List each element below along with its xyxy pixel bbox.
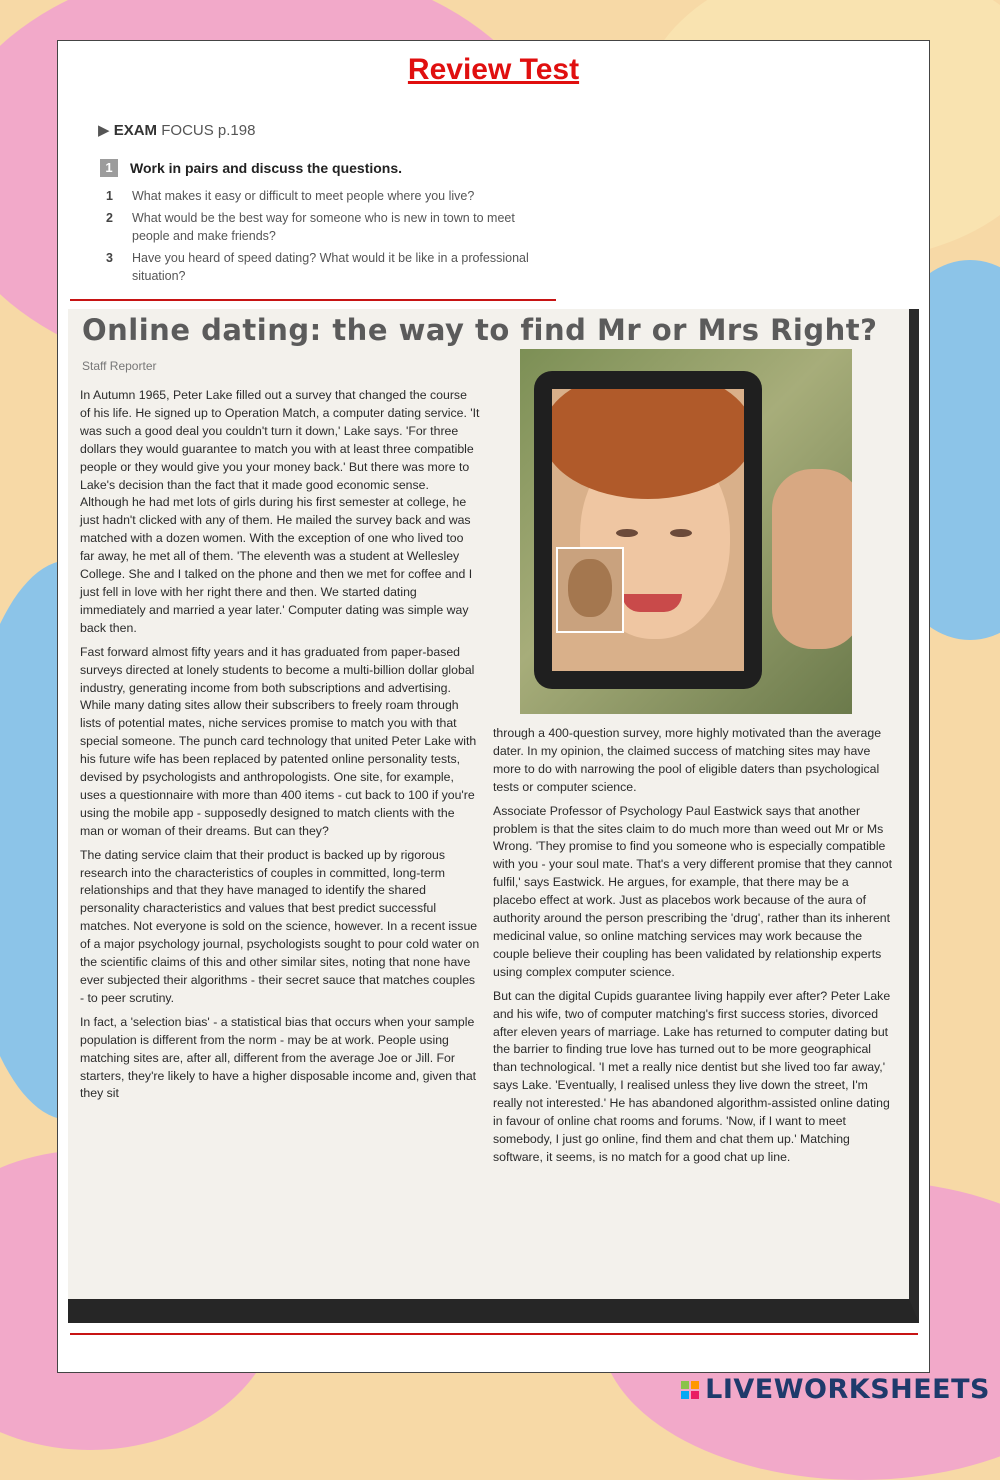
question-number: 1	[106, 189, 113, 203]
hand	[772, 469, 852, 649]
article-paragraph: In Autumn 1965, Peter Lake filled out a survey that changed the course of his life. He signed up to Operation Match, a computer dating service. 'It was such a good deal you couldn't turn it down,' Lake says. 'For three dollars they would guarantee to match you with at least three compatible people or they would give you your money back.' But there was more to Lake's decision than the fact that it made good economic sense. Although he had met lots of girls during his first semester at college, he just hadn't clicked with any of them. He mailed the survey back and was matched with a dozen women. With the exception of one who lived too far away, he met all of them. 'The eleventh was a student at Wellesley College. She and I talked on the phone and then we met for coffee and I just fell in love with her right there and then. We started dating immediately and married a year later.' Computer dating was simple way back then.	[80, 388, 480, 635]
article-paragraph: through a 400-question survey, more highly motivated than the average dater. In my opinion, the claimed success of matching sites may have more to do with narrowing the pool of eligible daters than psychological tests or computer science.	[493, 726, 882, 794]
article-paragraph: But can the digital Cupids guarantee living happily ever after? Peter Lake and his wife, two of computer matching's first success stories, divorced after eleven years of marriage. Lake has returned to computer dating but the barrier to finding true love has turned out to be more geographical than technological. 'I met a really nice dentist but she lived too far away,' says Lake. 'Eventually, I realised unless they live down the street, I'm really not interested.' He has abandoned algorithm-assisted online dating in favour of online chat rooms and forums. 'Now, if I want to meet somebody, I just go online, find them and chat them up.' Matching software, it seems, is no match for a good chat up line.	[493, 988, 891, 1164]
article-paragraph: Fast forward almost fifty years and it has graduated from paper-based surveys directed at lonely students to become a multi-billion dollar global industry, generating income from both subscriptions and advertising. While many dating sites allow their subscribers to freely roam through lists of potential mates, niche services promise to match you with that special someone. The punch card technology that united Peter Lake with his future wife has been replaced by patented online personality tests, devised by psychologists and anthropologists. One site, for example, uses a questionnaire with more than 400 items - cut back to 100 if you're using the mobile app - supposedly designed to match clients with the man or woman of their dreams. But can they?	[80, 644, 477, 838]
article-column-left	[80, 387, 480, 1109]
exam-focus-bold: EXAM	[113, 122, 158, 139]
divider-rule	[70, 299, 556, 301]
article-paragraph: Associate Professor of Psychology Paul Eastwick says that another problem is that the sites claim to do much more than weed out Mr or Ms Wrong. 'They promise to find you someone who is especially compatible with you - your soul mate. That's a very different promise that they cannot fulfil,' says Eastwick. He argues, for example, that there may be a placebo effect at work. Just as placebos work because of the aura of authority around the person prescribing the 'drug', rather than its inherent medicinal value, so online matching services may work because the couple believe their coupling has been validated by relationship experts using complex computer science.	[493, 803, 893, 979]
worksheet	[57, 40, 930, 1373]
article-scan	[68, 309, 919, 1323]
article-paragraph: In fact, a 'selection bias' - a statistical bias that occurs when your sample population is different from the norm - may be at work. People using matching sites are, after all, different from the average Joe or Jill. For starters, they're likely to have a higher disposable income and, given that they sit	[80, 1014, 477, 1101]
exam-focus	[98, 121, 255, 139]
liveworksheets-text: LIVEWORKSHEETS	[705, 1374, 990, 1405]
article-photo	[520, 349, 852, 714]
article-headline: Online dating: the way to find Mr or Mrs Right?	[82, 313, 878, 347]
article-byline: Staff Reporter	[82, 359, 157, 373]
task-instruction: Work in pairs and discuss the questions.	[130, 160, 403, 176]
question-text: What would be the best way for someone who is new in town to meet people and make friends?	[132, 211, 515, 243]
divider-rule	[70, 1333, 918, 1335]
article-paragraph: The dating service claim that their product is backed up by rigorous research into the characteristics of couples in committed, long-term relationships and that they have managed to identify the shared personality characteristics and values that best predict successful matches. Not everyone is sold on the science, however. In a recent issue of a major psychology journal, psychologists sought to pour cold water on the scientific claims of this and other similar sites, noting that none have ever subjected their algorithms - their secret sauce that matches couples - to peer scrutiny.	[80, 847, 480, 1005]
question-text: What makes it easy or difficult to meet people where you live?	[132, 189, 475, 203]
liveworksheets-icon	[681, 1381, 699, 1399]
question-item	[106, 249, 546, 285]
review-title: Review Test	[407, 53, 580, 86]
article-column-right	[493, 725, 893, 1173]
play-arrow-icon: ▶	[98, 122, 110, 139]
exam-focus-rest: FOCUS p.198	[161, 122, 256, 139]
task-heading	[100, 159, 402, 177]
question-item	[106, 187, 546, 205]
video-call-inset	[556, 547, 624, 633]
tablet-image	[534, 371, 762, 689]
question-text: Have you heard of speed dating? What would it be like in a professional situation?	[132, 251, 529, 283]
question-item	[106, 209, 546, 245]
liveworksheets-logo	[681, 1374, 990, 1405]
question-number: 2	[106, 211, 113, 225]
task-number: 1	[100, 159, 118, 177]
question-list	[106, 187, 546, 289]
question-number: 3	[106, 251, 113, 265]
